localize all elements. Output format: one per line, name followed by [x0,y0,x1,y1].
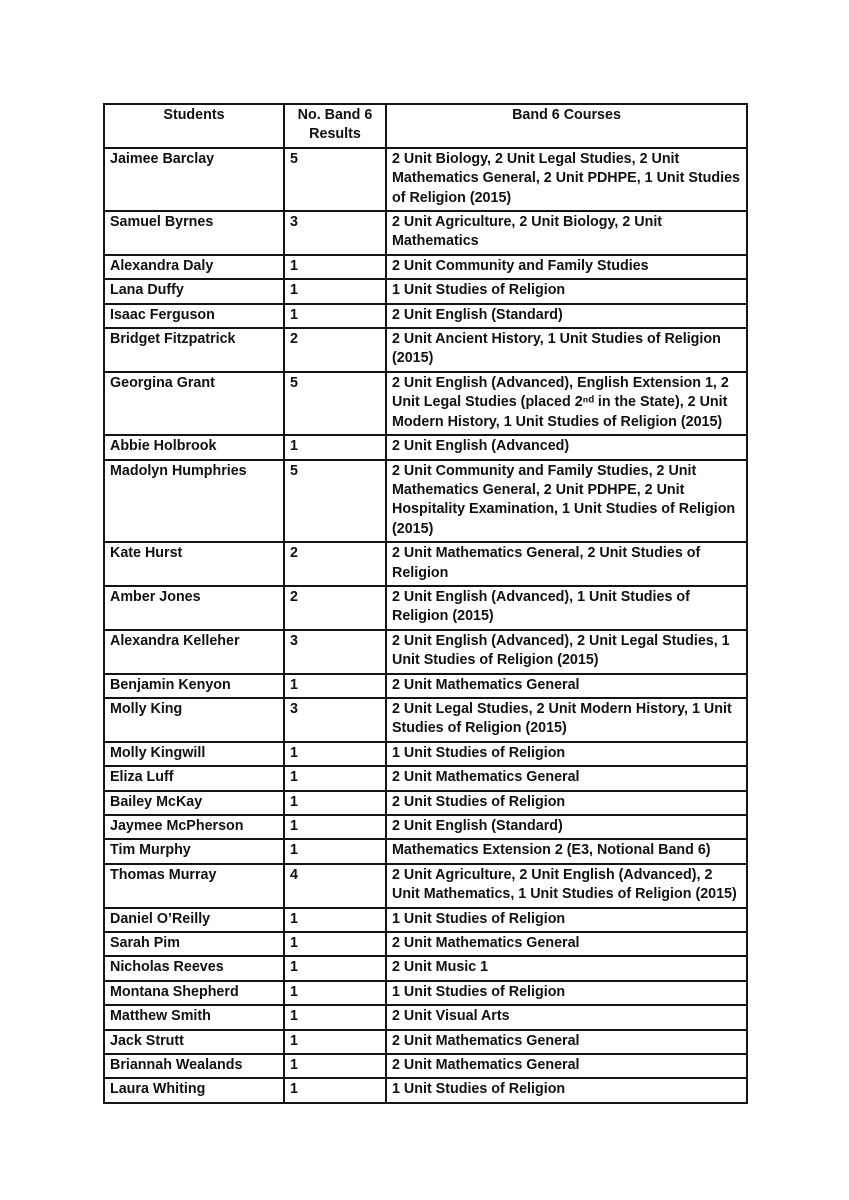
cell-band6-count: 1 [284,1030,386,1054]
cell-student-name: Molly Kingwill [104,742,284,766]
table-row [104,815,747,839]
table-row [104,1005,747,1029]
cell-band6-courses: 2 Unit Mathematics General [386,1054,747,1078]
table-row [104,279,747,303]
cell-band6-count: 2 [284,542,386,586]
table-row [104,908,747,932]
cell-student-name: Briannah Wealands [104,1054,284,1078]
cell-band6-count: 2 [284,328,386,372]
table-row [104,1030,747,1054]
cell-student-name: Lana Duffy [104,279,284,303]
table-row [104,255,747,279]
cell-band6-courses: 2 Unit Community and Family Studies [386,255,747,279]
table-row [104,698,747,742]
cell-band6-courses: 2 Unit English (Advanced), 2 Unit Legal Studies, 1 Unit Studies of Religion (2015) [386,630,747,674]
cell-student-name: Jack Strutt [104,1030,284,1054]
cell-band6-count: 1 [284,304,386,328]
table-row [104,674,747,698]
cell-band6-count: 1 [284,791,386,815]
cell-band6-count: 1 [284,674,386,698]
table-row [104,791,747,815]
cell-student-name: Daniel O’Reilly [104,908,284,932]
cell-student-name: Benjamin Kenyon [104,674,284,698]
cell-band6-count: 1 [284,1078,386,1102]
table-row [104,211,747,255]
table-row [104,328,747,372]
cell-band6-count: 3 [284,211,386,255]
header-row [104,104,747,148]
cell-student-name: Samuel Byrnes [104,211,284,255]
table-row [104,542,747,586]
header-students: Students [104,104,284,148]
cell-band6-courses: 2 Unit Mathematics General [386,674,747,698]
band6-results-table [103,103,748,1104]
cell-band6-courses: 1 Unit Studies of Religion [386,908,747,932]
cell-band6-count: 1 [284,766,386,790]
cell-band6-count: 1 [284,435,386,459]
cell-band6-count: 5 [284,372,386,435]
cell-band6-courses: 2 Unit Agriculture, 2 Unit English (Advanced), 2 Unit Mathematics, 1 Unit Studies of Religion (2015) [386,864,747,908]
cell-band6-courses: 2 Unit Agriculture, 2 Unit Biology, 2 Unit Mathematics [386,211,747,255]
cell-student-name: Abbie Holbrook [104,435,284,459]
cell-band6-courses: 2 Unit Mathematics General [386,1030,747,1054]
cell-student-name: Isaac Ferguson [104,304,284,328]
cell-student-name: Sarah Pim [104,932,284,956]
cell-band6-courses: Mathematics Extension 2 (E3, Notional Band 6) [386,839,747,863]
table-row [104,435,747,459]
cell-band6-courses: 1 Unit Studies of Religion [386,981,747,1005]
table-row [104,864,747,908]
table-header [104,104,747,148]
cell-student-name: Nicholas Reeves [104,956,284,980]
cell-band6-courses: 2 Unit Studies of Religion [386,791,747,815]
table-row [104,372,747,435]
cell-student-name: Georgina Grant [104,372,284,435]
table-row [104,932,747,956]
cell-band6-courses: 2 Unit Biology, 2 Unit Legal Studies, 2 Unit Mathematics General, 2 Unit PDHPE, 1 Unit Studies of Religion (2015) [386,148,747,211]
cell-student-name: Bridget Fitzpatrick [104,328,284,372]
table-row [104,148,747,211]
cell-student-name: Bailey McKay [104,791,284,815]
cell-band6-count: 1 [284,815,386,839]
cell-student-name: Alexandra Daly [104,255,284,279]
cell-band6-courses: 2 Unit English (Standard) [386,304,747,328]
table-row [104,742,747,766]
cell-band6-count: 1 [284,255,386,279]
cell-band6-count: 1 [284,279,386,303]
cell-band6-courses: 2 Unit English (Standard) [386,815,747,839]
cell-band6-count: 4 [284,864,386,908]
table-row [104,460,747,543]
cell-band6-courses: 2 Unit Music 1 [386,956,747,980]
cell-band6-count: 1 [284,908,386,932]
table-body [104,148,747,1103]
cell-student-name: Thomas Murray [104,864,284,908]
cell-band6-courses: 2 Unit Visual Arts [386,1005,747,1029]
cell-band6-courses: 1 Unit Studies of Religion [386,279,747,303]
cell-student-name: Matthew Smith [104,1005,284,1029]
cell-student-name: Tim Murphy [104,839,284,863]
cell-student-name: Eliza Luff [104,766,284,790]
cell-band6-count: 1 [284,1005,386,1029]
cell-student-name: Laura Whiting [104,1078,284,1102]
cell-band6-count: 3 [284,698,386,742]
cell-band6-courses: 2 Unit English (Advanced) [386,435,747,459]
cell-band6-courses: 2 Unit English (Advanced), English Extension 1, 2 Unit Legal Studies (placed 2ⁿᵈ in the State), 2 Unit Modern History, 1 Unit Studies of Religion (2015) [386,372,747,435]
cell-student-name: Jaymee McPherson [104,815,284,839]
cell-band6-count: 1 [284,932,386,956]
table-row [104,1054,747,1078]
cell-band6-courses: 2 Unit Ancient History, 1 Unit Studies of Religion (2015) [386,328,747,372]
cell-student-name: Kate Hurst [104,542,284,586]
cell-band6-count: 5 [284,460,386,543]
cell-band6-courses: 2 Unit Mathematics General, 2 Unit Studies of Religion [386,542,747,586]
table-row [104,766,747,790]
cell-band6-courses: 1 Unit Studies of Religion [386,742,747,766]
cell-band6-count: 1 [284,1054,386,1078]
cell-band6-count: 1 [284,742,386,766]
table-row [104,304,747,328]
cell-band6-count: 5 [284,148,386,211]
cell-band6-count: 3 [284,630,386,674]
cell-band6-courses: 2 Unit Mathematics General [386,932,747,956]
table-row [104,630,747,674]
header-band6-count: No. Band 6 Results [284,104,386,148]
table-row [104,956,747,980]
cell-band6-courses: 1 Unit Studies of Religion [386,1078,747,1102]
table-row [104,981,747,1005]
header-band6-courses: Band 6 Courses [386,104,747,148]
cell-band6-courses: 2 Unit Mathematics General [386,766,747,790]
cell-band6-count: 1 [284,839,386,863]
cell-student-name: Amber Jones [104,586,284,630]
cell-band6-count: 1 [284,981,386,1005]
cell-student-name: Montana Shepherd [104,981,284,1005]
cell-student-name: Molly King [104,698,284,742]
cell-student-name: Alexandra Kelleher [104,630,284,674]
cell-student-name: Madolyn Humphries [104,460,284,543]
table-row [104,839,747,863]
cell-band6-courses: 2 Unit Legal Studies, 2 Unit Modern History, 1 Unit Studies of Religion (2015) [386,698,747,742]
cell-band6-courses: 2 Unit Community and Family Studies, 2 Unit Mathematics General, 2 Unit PDHPE, 2 Unit Hospitality Examination, 1 Unit Studies of Religion (2015) [386,460,747,543]
table-row [104,586,747,630]
cell-band6-count: 1 [284,956,386,980]
cell-student-name: Jaimee Barclay [104,148,284,211]
cell-band6-count: 2 [284,586,386,630]
cell-band6-courses: 2 Unit English (Advanced), 1 Unit Studies of Religion (2015) [386,586,747,630]
table-row [104,1078,747,1102]
